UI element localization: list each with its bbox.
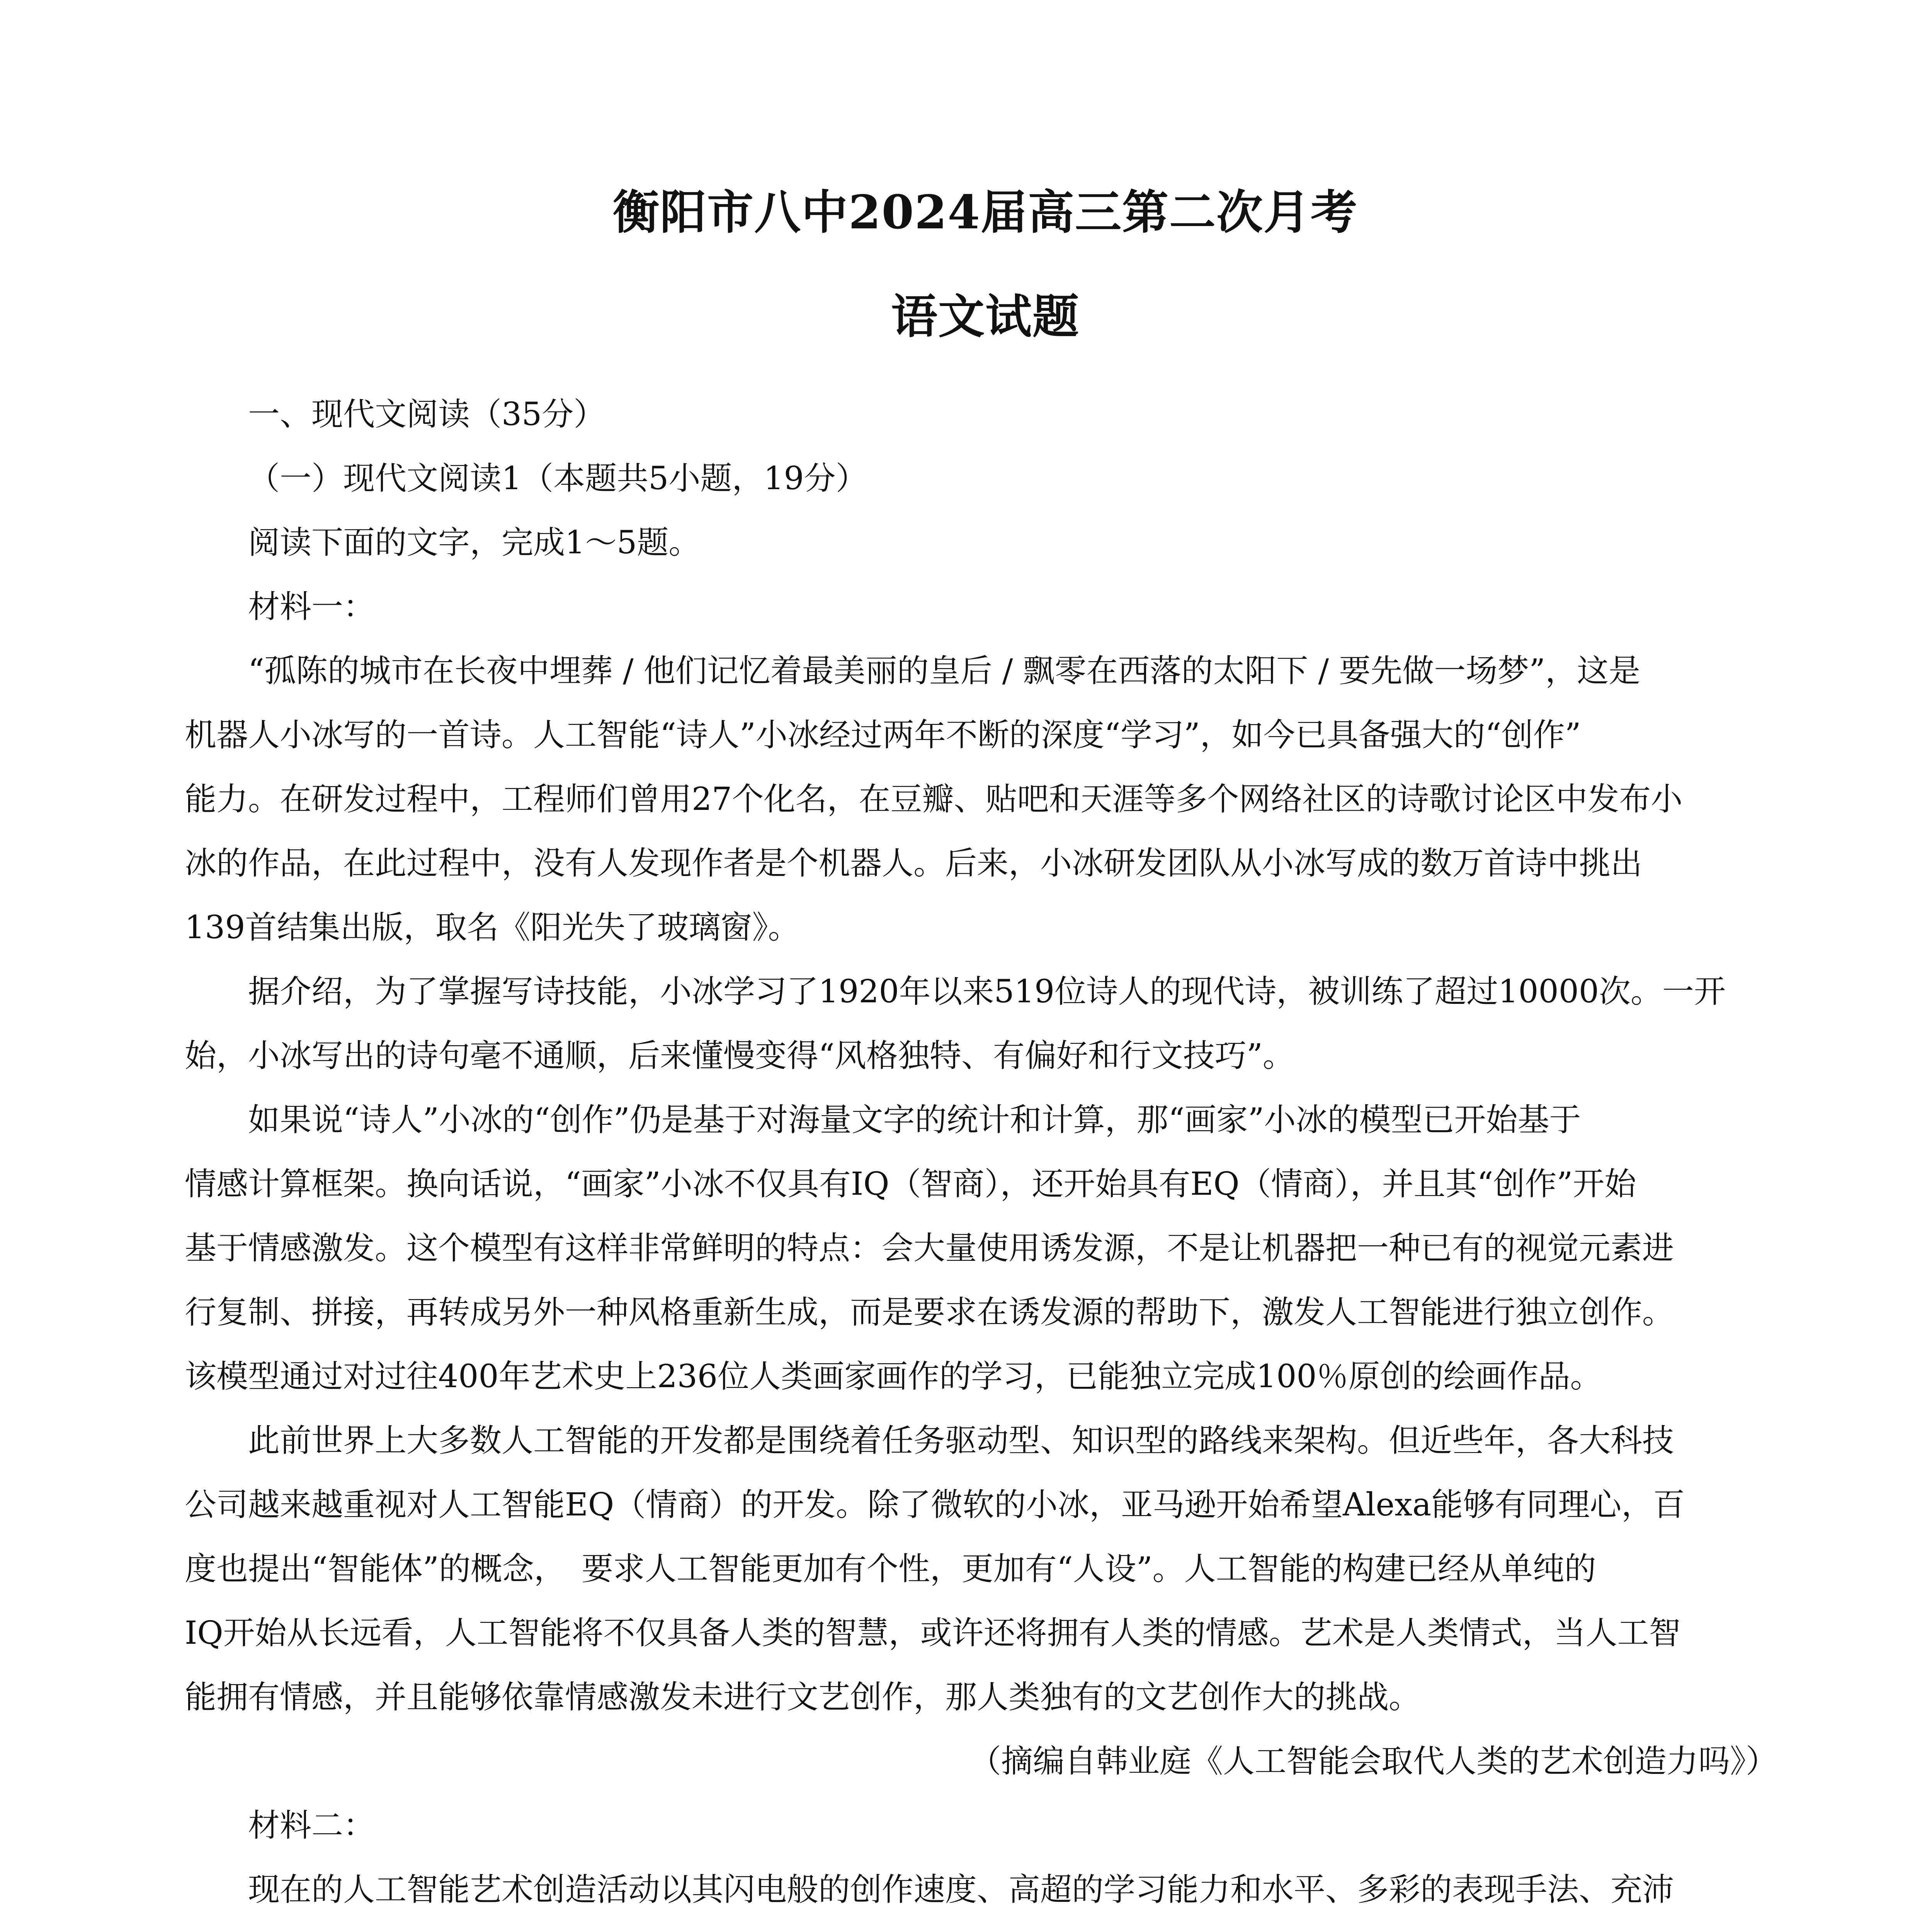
instruction-text: 阅读下面的文字，完成1～5题。 bbox=[248, 524, 701, 561]
section-heading: 一、现代文阅读（35分） bbox=[248, 396, 605, 433]
paragraph-line: 该模型通过对过往400年艺术史上236位人类画家画作的学习，已能独立完成100％原创的绘画作品。 bbox=[185, 1358, 1602, 1395]
material-2-label: 材料二： bbox=[248, 1807, 375, 1844]
source-citation: （摘编自韩业庭《人工智能会取代人类的艺术创造力吗》） bbox=[969, 1743, 1777, 1780]
paragraph-line: 据介绍，为了掌握写诗技能，小冰学习了1920年以来519位诗人的现代诗，被训练了超过10000次。一开 bbox=[248, 973, 1726, 1010]
paragraph-line: 情感计算框架。换向话说，“画家”小冰不仅具有IQ（智商），还开始具有EQ（情商），并且其“创作”开始 bbox=[185, 1166, 1636, 1202]
paragraph-line: 能力。在研发过程中，工程师们曾用27个化名，在豆瓣、贴吧和天涯等多个网络社区的诗歌讨论区中发布小 bbox=[185, 781, 1683, 818]
exam-title: 衡阳市八中2024届高三第二次月考 bbox=[613, 185, 1358, 240]
paragraph-line: 度也提出“智能体”的概念， 要求人工智能更加有个性，更加有“人设”。人工智能的构建已经从单纯的 bbox=[185, 1551, 1596, 1587]
paragraph-line: 139首结集出版，取名《阳光失了玻璃窗》。 bbox=[185, 909, 800, 946]
material-1-label: 材料一： bbox=[248, 588, 375, 625]
paragraph-line: 机器人小冰写的一首诗。人工智能“诗人”小冰经过两年不断的深度“学习”，如今已具备强大的“创作” bbox=[185, 717, 1581, 753]
paragraph-line: 此前世界上大多数人工智能的开发都是围绕着任务驱动型、知识型的路线来架构。但近些年，各大科技 bbox=[248, 1422, 1674, 1459]
paragraph-line bbox=[185, 1922, 1777, 1932]
paragraph-line: 现在的人工智能艺术创造活动以其闪电般的创作速度、高超的学习能力和水平、多彩的表现手法、充沛 bbox=[248, 1871, 1674, 1908]
paragraph-line: 如果说“诗人”小冰的“创作”仍是基于对海量文字的统计和计算，那“画家”小冰的模型已开始基于 bbox=[248, 1102, 1581, 1138]
paragraph-line: 冰的作品，在此过程中，没有人发现作者是个机器人。后来，小冰研发团队从小冰写成的数万首诗中挑出 bbox=[185, 845, 1643, 882]
paragraph-line: “孤陈的城市在长夜中埋葬 / 他们记忆着最美丽的皇后 / 飘零在西落的太阳下 / 要先做一场梦”，这是 bbox=[248, 653, 1641, 689]
sub-section-heading: （一）现代文阅读1（本题共5小题，19分） bbox=[248, 460, 867, 497]
paragraph-line: 基于情感激发。这个模型有这样非常鲜明的特点：会大量使用诱发源，不是让机器把一种已有的视觉元素进 bbox=[185, 1230, 1674, 1267]
paragraph-line: 公司越来越重视对人工智能EQ（情商）的开发。除了微软的小冰，亚马逊开始希望Alexa能够有同理心，百 bbox=[185, 1486, 1685, 1523]
paragraph-line: 始，小冰写出的诗句毫不通顺，后来懂慢变得“风格独特、有偏好和行文技巧”。 bbox=[185, 1037, 1294, 1074]
exam-body bbox=[185, 383, 1777, 1932]
paragraph-line: 行复制、拼接，再转成另外一种风格重新生成，而是要求在诱发源的帮助下，激发人工智能进行独立创作。 bbox=[185, 1294, 1674, 1331]
paragraph-line: IQ开始从长远看，人工智能将不仅具备人类的智慧，或许还将拥有人类的情感。艺术是人类情式，当人工智 bbox=[185, 1615, 1681, 1651]
exam-subtitle: 语文试题 bbox=[891, 289, 1080, 344]
paragraph-line: 能拥有情感，并且能够依靠情感激发未进行文艺创作，那人类独有的文艺创作大的挑战。 bbox=[185, 1679, 1421, 1716]
